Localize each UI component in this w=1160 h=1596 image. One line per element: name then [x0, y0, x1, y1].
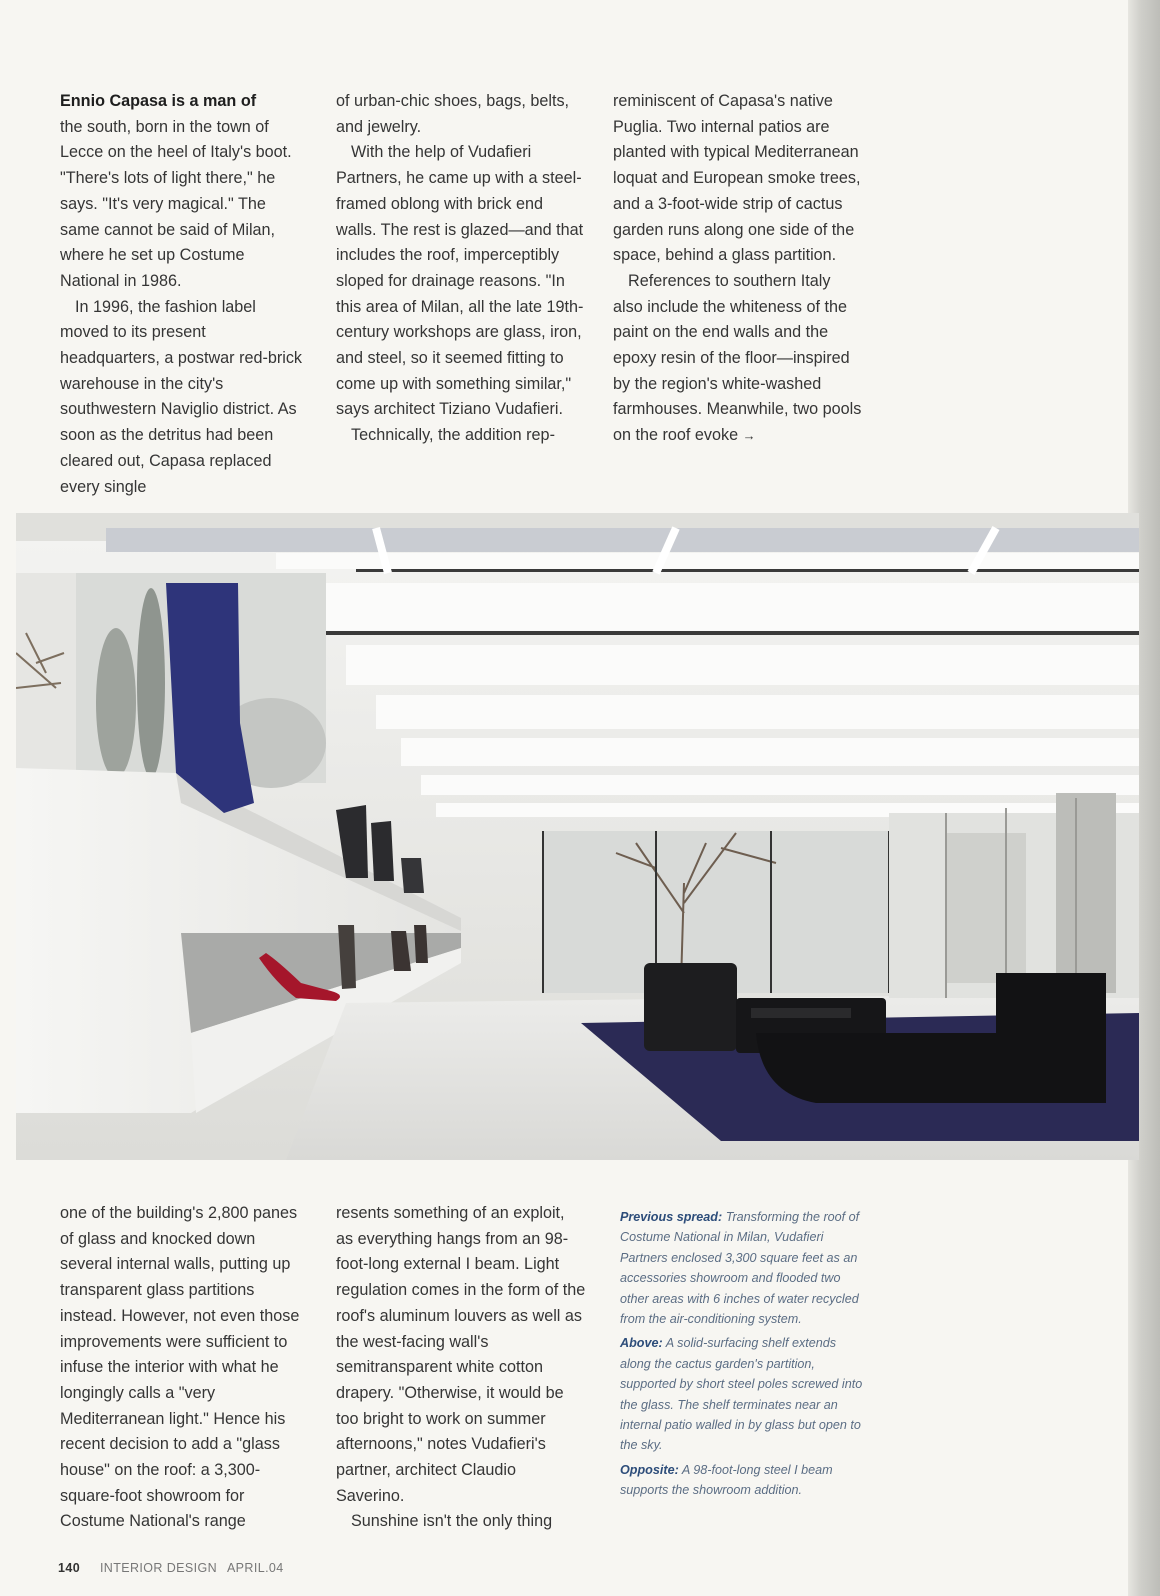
publication-name: INTERIOR DESIGN: [99, 1561, 218, 1575]
article-paragraph: Sunshine isn't the only thing: [351, 1512, 553, 1531]
text-column-1-top: [60, 89, 306, 500]
continue-arrow-icon: →: [742, 428, 756, 444]
article-paragraph: References to southern Italy also include the whiteness of the paint on the end walls and the epoxy resin of the floor—inspired by the region's white-washed farmhouses. Meanwhile, two pools on the roof evoke →: [613, 271, 862, 445]
article-paragraph: one of the building's 2,800 panes of glass and knocked down several internal walls, putting up transparent glass partitions instead. However, not even those improvements were sufficient to infuse the interior with what he longingly calls a "very Mediterranean light." Hence his recent decision to add a "glass house" on the roof: a 3,300-square-foot showroom for Costume National's range: [60, 1204, 300, 1531]
page-number: 140: [58, 1561, 81, 1575]
article-paragraph: With the help of Vudafieri Partners, he came up with a steel-framed oblong with brick end walls. The rest is glazed—and that includes the roof, imperceptibly sloped for drainage reasons. "In this area of Milan, all the late 19th-century workshops are glass, iron, and steel, so it seemed fitting to come up with something similar," says architect Tiziano Vudafieri.: [336, 143, 584, 419]
article-paragraph: of urban-chic shoes, bags, belts, and jewelry.: [336, 92, 570, 136]
text-column-2-bottom: [336, 1201, 586, 1535]
cactus-icon: [96, 628, 136, 778]
caption-above: Above: A solid-surfacing shelf extends along the cactus garden's partition, supported by short steel poles screwed into the glass. The shelf terminates near an internal patio walled in by glass but open to the sky.: [620, 1336, 863, 1453]
sofa-icon: [644, 963, 737, 1051]
article-lead-in: Ennio Capasa is a man of: [60, 92, 257, 110]
text-column-1-bottom: [60, 1201, 306, 1535]
article-paragraph: Technically, the addition rep-: [351, 426, 555, 445]
showroom-photo: [16, 513, 1139, 1160]
article-lead-paragraph: Ennio Capasa is a man of the south, born in the town of Lecce on the heel of Italy's boot. "There's lots of light there," he says. "It's very magical." The same cannot be said of Milan, where he set up Costume National in 1986.: [60, 92, 292, 290]
caption-opposite: Opposite: A 98-foot-long steel I beam supports the showroom addition.: [620, 1462, 833, 1498]
page-footer: [58, 1561, 284, 1575]
text-column-3-top: [613, 89, 863, 449]
text-column-2-top: [336, 89, 584, 449]
article-paragraph: In 1996, the fashion label moved to its present headquarters, a postwar red-brick warehouse in the city's southwestern Naviglio district. As soon as the detritus had been cleared out, Capasa replaced every single: [60, 297, 303, 496]
issue-date: APRIL.04: [226, 1561, 284, 1575]
article-paragraph: reminiscent of Capasa's native Puglia. Two internal patios are planted with typical Mediterranean loquat and European smoke trees, and a 3-foot-wide strip of cactus garden runs along one side of the space, behind a glass partition.: [613, 92, 861, 265]
article-paragraph: resents something of an exploit, as everything hangs from an 98-foot-long external I beam. Light regulation comes in the form of the roof's aluminum louvers as well as the west-facing wall's semitransparent white cotton drapery. "Otherwise, it would be too bright to work on summer afternoons," notes Vudafieri's partner, architect Claudio Saverino.: [336, 1204, 586, 1505]
caption-previous-spread: Previous spread: Transforming the roof of Costume National in Milan, Vudafieri Partners enclosed 3,300 square feet as an accessories showroom and flooded two other areas with 6 inches of water recycled from the air-conditioning system.: [620, 1210, 860, 1327]
photo-captions: [620, 1207, 868, 1505]
